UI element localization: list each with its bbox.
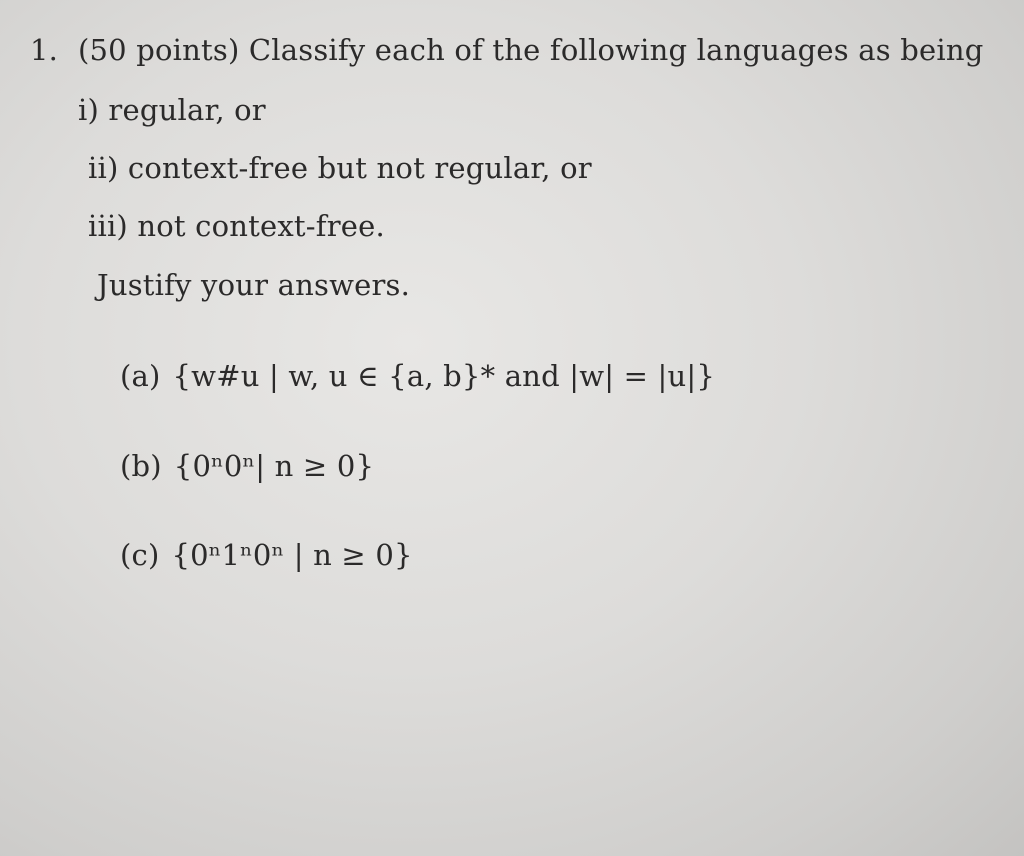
part-b-label: (b) — [120, 449, 162, 483]
part-b-expression: {0ⁿ0ⁿ| n ≥ 0} — [173, 449, 375, 483]
part-a-expression: {w#u | w, u ∈ {a, b}* and |w| = |u|} — [172, 359, 716, 393]
part-c-expression: {0ⁿ1ⁿ0ⁿ | n ≥ 0} — [171, 538, 413, 572]
part-a — [120, 359, 715, 393]
question-number: 1. — [30, 33, 59, 67]
part-c — [120, 538, 413, 572]
instruction-text: Justify your answers. — [97, 268, 411, 302]
part-c-label: (c) — [120, 538, 160, 572]
option-not-context-free: iii) not context-free. — [88, 209, 385, 243]
option-context-free-not-regular: ii) context-free but not regular, or — [88, 151, 592, 185]
part-b — [120, 449, 374, 483]
part-a-label: (a) — [120, 359, 161, 393]
option-regular: i) regular, or — [78, 93, 266, 127]
question-header: (50 points) Classify each of the following languages as being — [78, 33, 984, 67]
